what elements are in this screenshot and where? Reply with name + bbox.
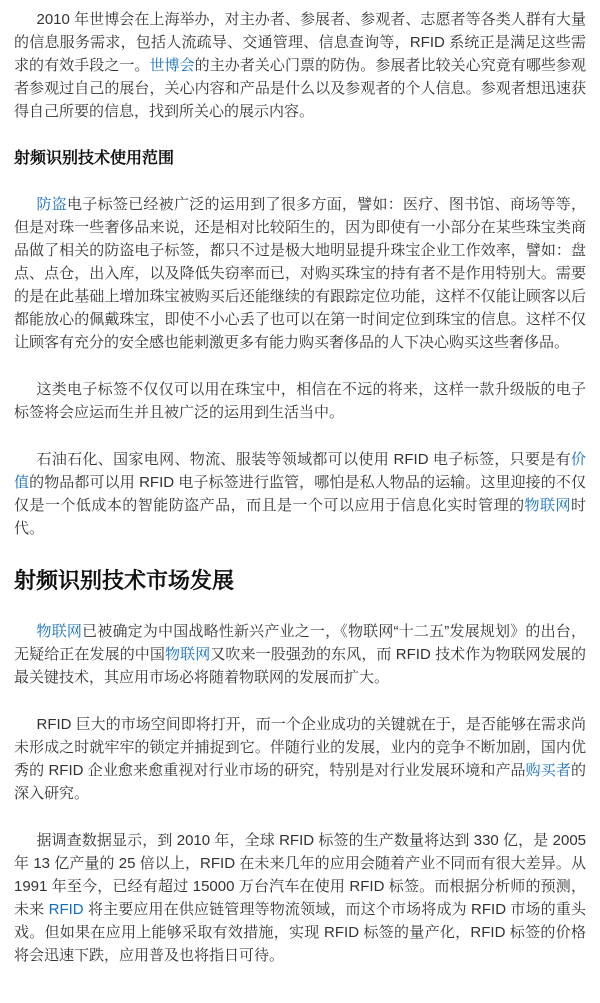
text-segment: 的深入研究。: [14, 762, 586, 802]
text-segment: 的物品都可以用 RFID 电子标签进行监管，哪怕是私人物品的运输。这里迎接的不仅仅是一个低成本的智能防盗产品，而且是一个可以应用于信息化实时管理的: [14, 474, 586, 514]
usage-paragraph-1: [14, 193, 586, 354]
text-segment: 又吹来一股强劲的东风，而 RFID 技术作为物联网发展的最关键技术，其应用市场必将随着物联网的发展而扩大。: [14, 646, 586, 686]
market-paragraph-3: [14, 829, 586, 967]
text-segment: RFID 巨大的市场空间即将打开，而一个企业成功的关键就在于，是否能够在需求尚未形成之时就牢牢的锁定并捕捉到它。伴随行业的发展，业内的竞争不断加剧，国内优秀的 RFID 企业愈来愈重视对行业市场的研究，特别是对行业发展环境和产品: [14, 716, 586, 779]
text-segment: 已被确定为中国战略性新兴产业之一，《物联网“十二五”发展规划》的出台，无疑给正在发展的中国: [14, 623, 586, 663]
text-segment: 的主办者关心门票的防伪。参展者比较关心究竟有哪些参观者参观过自己的展台，关心内容和产品是什么以及参观者的个人信息。参观者想迅速获得自己所要的信息，找到所关心的展示内容。: [14, 57, 586, 120]
intro-paragraph: [14, 8, 586, 123]
usage-paragraph-3: [14, 448, 586, 540]
inline-link[interactable]: 物联网: [36, 623, 83, 640]
text-segment: 石油石化、国家电网、物流、服装等领域都可以使用 RFID 电子标签，只要是有: [36, 451, 571, 468]
inline-link[interactable]: 防盗: [36, 196, 68, 213]
inline-link[interactable]: 物联网: [524, 497, 571, 514]
market-paragraph-1: [14, 620, 586, 689]
text-segment: 据调查数据显示，到 2010 年，全球 RFID 标签的生产数量将达到 330 亿，是 2005 年 13 亿产量的 25 倍以上，RFID 在未来几年的应用会随着产业不同而有很大差异。从 1991 年至今，已经有超过 15000 万台汽车在使用 RFID 标签。而根据分析师的预测，未来: [14, 832, 586, 918]
market-paragraph-2: [14, 713, 586, 805]
text-segment: 2010 年世博会在上海举办，对主办者、参展者、参观者、志愿者等各类人群有大量的信息服务需求，包括人流疏导、交通管理、信息查询等，RFID 系统正是满足这些需求的有效手段之一。: [14, 11, 586, 74]
inline-link[interactable]: 世博会: [149, 57, 195, 74]
inline-link[interactable]: RFID: [48, 901, 84, 918]
text-segment: 电子标签已经被广泛的运用到了很多方面，譬如：医疗、图书馆、商场等等，但是对珠一些奢侈品来说，还是相对比较陌生的，因为即使有一小部分在某些珠宝类商品做了相关的防盗电子标签，都只不过是极大地明显提升珠宝企业工作效率，譬如：盘点、点仓，出入库，以及降低失窃率而已，对购买珠宝的持有者不是作用特别大。需要的是在此基础上增加珠宝被购买后还能继续的有跟踪定位功能，这样不仅能让顾客以后都能放心的佩戴珠宝，即使不小心丢了也可以在第一时间定位到珠宝的信息。这样不仅让顾客有充分的安全感也能刺激更多有能力购买奢侈品的人下决心购买这些奢侈品。: [14, 196, 586, 351]
heading-market-development: 射频识别技术市场发展: [14, 568, 235, 593]
text-segment: 这类电子标签不仅仅可以用在珠宝中，相信在不远的将来，这样一款升级版的电子标签将会应运而生并且被广泛的运用到生活当中。: [14, 381, 586, 421]
usage-paragraph-2: [14, 378, 586, 424]
text-segment: 将主要应用在供应链管理等物流领域，而这个市场将成为 RFID 市场的重头戏。但如果在应用上能够采取有效措施，实现 RFID 标签的量产化，RFID 标签的价格将会迅速下跌，应用普及也将指日可待。: [14, 901, 586, 964]
text-segment: 时代。: [14, 497, 586, 537]
heading-usage-scope: 射频识别技术使用范围: [14, 150, 175, 167]
inline-link[interactable]: 购买者: [525, 762, 571, 779]
inline-link[interactable]: 价值: [14, 451, 586, 491]
inline-link[interactable]: 物联网: [165, 646, 211, 663]
